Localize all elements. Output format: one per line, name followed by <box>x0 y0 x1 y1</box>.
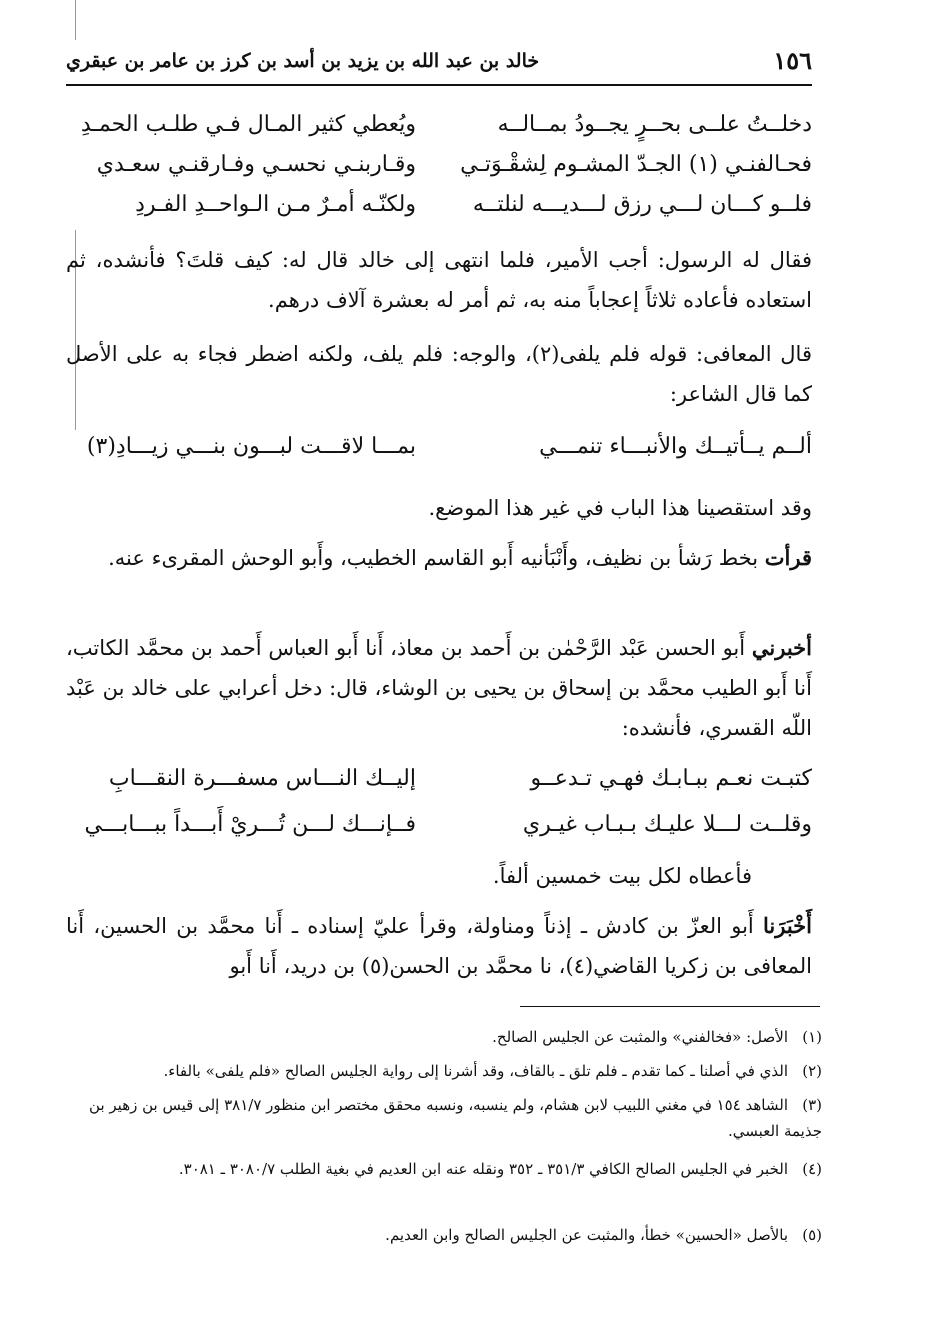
paragraph: قال المعافى: قوله فلم يلفى(٢)، والوجه: فلم يلف، ولكنه اضطر فجاء به على الأصل كما قال الشاعر: <box>66 342 812 406</box>
paragraph: فأعطاه لكل بيت خمسين ألفاً. <box>492 864 752 888</box>
verse-first-hemistich: كتبـت نعـم ببـابـك فهـي تـدعــو <box>530 766 812 791</box>
paragraph-block <box>66 240 812 320</box>
footnote-text: الذي في أصلنا ـ كما تقدم ـ فلم تلق ـ بالقاف، وقد أشرنا إلى رواية الجليس الصالح «فلم يلفى» بالفاء. <box>163 1062 788 1080</box>
running-title: خالد بن عبد الله بن يزيد بن أسد بن كرز بن عامر بن عبقري <box>66 50 540 72</box>
footnote-text: الخبر في الجليس الصالح الكافي ٣٥١/٣ ـ ٣٥٢ ونقله عنه ابن العديم في بغية الطلب ٣٠٨٠/٧ ـ ٣٠٨١. <box>178 1160 788 1178</box>
lead-word: قرأت <box>764 545 812 570</box>
verse-second-hemistich: فــإنـــك لـــن تُـــريْ أَبـــداً ببـــابـــي <box>84 812 416 837</box>
verse-second-hemistich: بمـــا لاقـــت لبـــون بنـــي زيـــادِ(٣) <box>86 434 416 459</box>
verse-first-hemistich: ألــم يــأتيــك والأنبـــاء تنمـــي <box>539 434 812 459</box>
paragraph-text: بخط رَشأ بن نظيف، وأَنْبَأنيه أَبو القاسم الخطيب، وأَبو الوحش المقرىء عنه. <box>108 546 765 570</box>
lead-word: أخبرني <box>751 635 812 660</box>
page-header <box>66 44 812 86</box>
verse-second-hemistich: إليــك النـــاس مسفـــرة النقـــابِ <box>108 766 416 791</box>
verse-first-hemistich: فحـالفنـي (١) الجـدّ المشـوم لِشقْـوَتـي <box>460 152 812 177</box>
page-number: ١٥٦ <box>773 46 812 75</box>
verse-second-hemistich: ولكنّـه أمـرٌ مـن الـواحــدِ الفـردِ <box>135 192 416 217</box>
verse-line <box>66 766 812 806</box>
footnote <box>66 1222 822 1248</box>
paragraph-text: أَبو الحسن عَبْد الرَّحْمٰن بن أَحمد بن معاذ، أَنا أَبو العباس أَحمد بن محمَّد الكاتب، أَنا أَبو الطيب محمَّد بن إسحاق بن يحيى بن الوشاء، قال: دخل أعرابي على خالد بن عَبْد اللّه القسري، فأنشده: <box>66 636 812 740</box>
footnote-text: الأصل: «فخالفني» والمثبت عن الجليس الصالح. <box>492 1028 788 1046</box>
footnote-divider <box>520 1006 820 1007</box>
lead-word: أَخْبَرَنا <box>763 913 812 938</box>
verse-first-hemistich: دخلــتُ علــى بحــرٍ يجــودُ بمــالــه <box>497 112 812 137</box>
footnote <box>66 1092 822 1144</box>
paragraph <box>66 906 812 986</box>
paragraph-block <box>66 334 812 414</box>
footnote-number: (٥) <box>802 1226 822 1244</box>
paragraph: فقال له الرسول: أجب الأمير، فلما انتهى إلى خالد قال له: كيف قلتَ؟ فأنشده، ثم استعاده فأعاده ثلاثاً إعجاباً منه به، ثم أمر له بعشرة آلاف درهم. <box>66 248 812 312</box>
margin-rule <box>75 0 76 40</box>
footnote <box>66 1024 822 1050</box>
verse-first-hemistich: فلــو كـــان لـــي رزق لـــديـــه لنلتــه <box>472 192 812 217</box>
paragraph-block <box>66 628 812 748</box>
verse-line <box>66 152 812 192</box>
paragraph: وقد استقصينا هذا الباب في غير هذا الموضع. <box>428 496 812 520</box>
footnote-number: (٣) <box>802 1096 822 1114</box>
paragraph <box>66 538 812 578</box>
verse-line <box>66 812 812 852</box>
footnote-number: (٢) <box>802 1062 822 1080</box>
paragraph <box>66 628 812 748</box>
verse-line <box>66 112 812 152</box>
paragraph-block <box>66 906 812 986</box>
verse-second-hemistich: ويُعطي كثير المـال فـي طلـب الحمـدِ <box>80 112 416 137</box>
paragraph-block <box>66 488 812 528</box>
footnote <box>66 1156 822 1182</box>
footnote-number: (١) <box>802 1028 822 1046</box>
paragraph-block <box>66 856 812 896</box>
paragraph-text: أَبو العزّ بن كادش ـ إذناً ومناولة، وقرأ عليّ إسناده ـ أَنا محمَّد بن الحسين، أَنا المعافى بن زكريا القاضي(٤)، نا محمَّد بن الحسن(٥) بن دريد، أَنا أَبو <box>66 914 812 978</box>
paragraph-block <box>66 538 812 578</box>
verse-second-hemistich: وقـاربنـي نحسـي وفـارقنـي سعـدي <box>96 152 416 177</box>
verse-line <box>66 192 812 232</box>
footnote <box>66 1058 822 1084</box>
verse-first-hemistich: وقلــت لـــلا عليـك بـبـاب غيـري <box>522 812 812 837</box>
footnote-text: الشاهد ١٥٤ في مغني اللبيب لابن هشام، ولم ينسبه، ونسبه محقق مختصر ابن منظور ٣٨١/٧ إلى قيس بن زهير بن جذيمة العبسي. <box>89 1096 822 1140</box>
footnote-number: (٤) <box>802 1160 822 1178</box>
footnote-text: بالأصل «الحسين» خطأ، والمثبت عن الجليس الصالح وابن العديم. <box>385 1226 788 1244</box>
verse-line <box>66 434 812 474</box>
